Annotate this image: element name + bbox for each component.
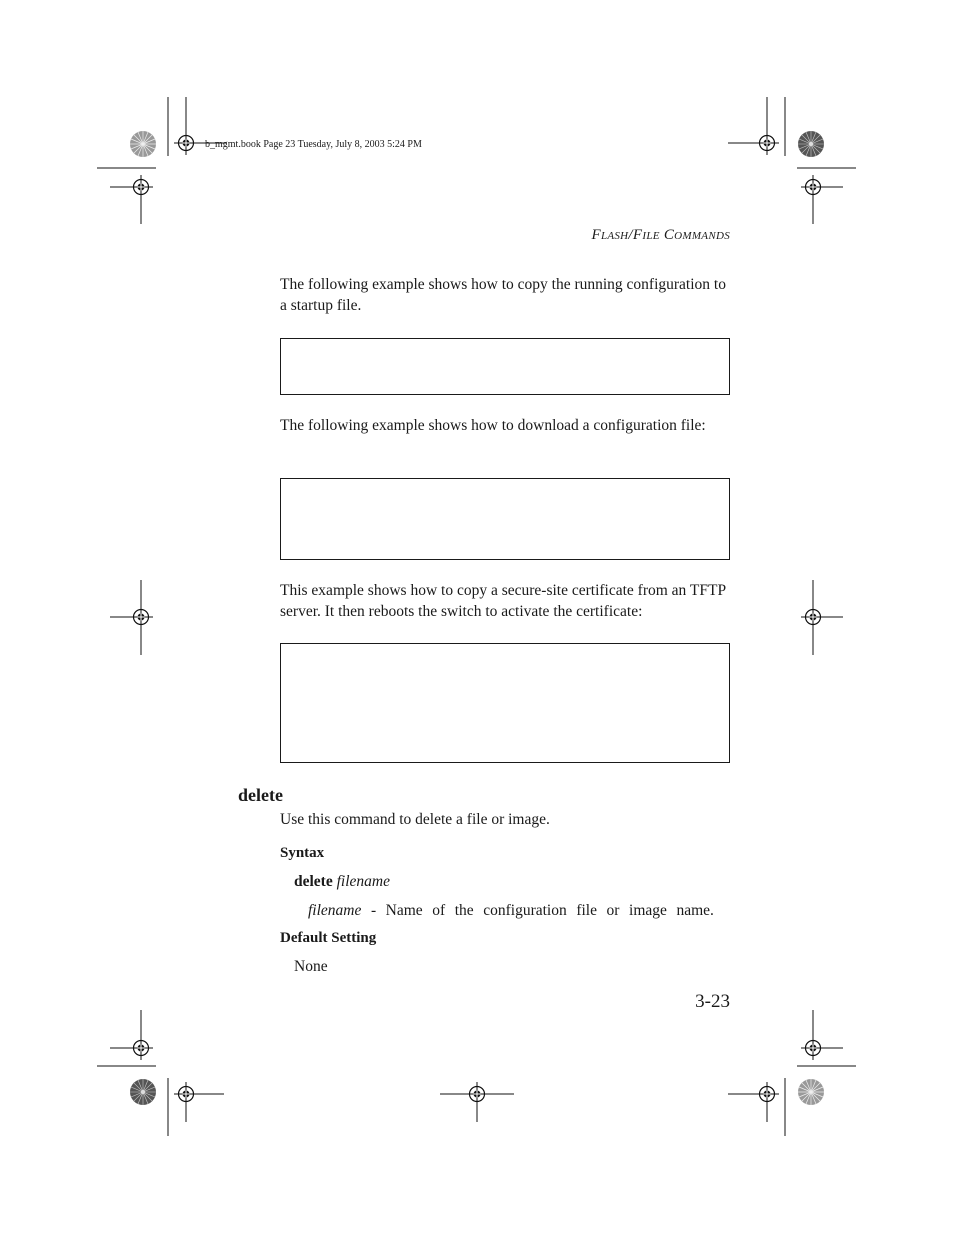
parameter-description-word: file (576, 902, 597, 919)
parameter-description-word: or (606, 902, 620, 919)
parameter-description-word: image (629, 902, 667, 919)
syntax-command: delete (294, 873, 333, 890)
parameter-name: filename (308, 902, 362, 919)
default-setting-heading: Default Setting (280, 930, 377, 946)
book-slug: b_mgmt.book Page 23 Tuesday, July 8, 2003 5:24 PM (205, 139, 422, 150)
code-example-box (280, 478, 730, 560)
example-paragraph-certificate: This example shows how to copy a secure-site certificate from an TFTP server. It then reboots the switch to activate the certificate: (280, 582, 726, 620)
command-description: Use this command to delete a file or image. (280, 811, 550, 828)
parameter-description-word: name. (676, 902, 714, 919)
syntax-line (294, 873, 390, 891)
parameter-description-word: of (432, 902, 446, 919)
page-number: 3-23 (695, 991, 730, 1012)
example-paragraph-download-config: The following example shows how to download a configuration file: (280, 417, 706, 434)
code-example-box (280, 338, 730, 395)
parameter-description-word: Name (385, 902, 423, 919)
running-head: FLASH/FILE COMMANDS (591, 227, 730, 243)
parameter-description (308, 902, 714, 920)
example-paragraph-copy-running: The following example shows how to copy the running configuration to a startup file. (280, 276, 726, 314)
syntax-heading: Syntax (280, 845, 325, 861)
command-heading: delete (238, 785, 283, 805)
parameter-description-word: - (370, 902, 377, 919)
parameter-description-word: the (454, 902, 474, 919)
code-example-box (280, 643, 730, 763)
parameter-description-word: configuration (483, 902, 567, 919)
syntax-argument: filename (336, 873, 390, 890)
default-setting-value: None (294, 958, 328, 975)
